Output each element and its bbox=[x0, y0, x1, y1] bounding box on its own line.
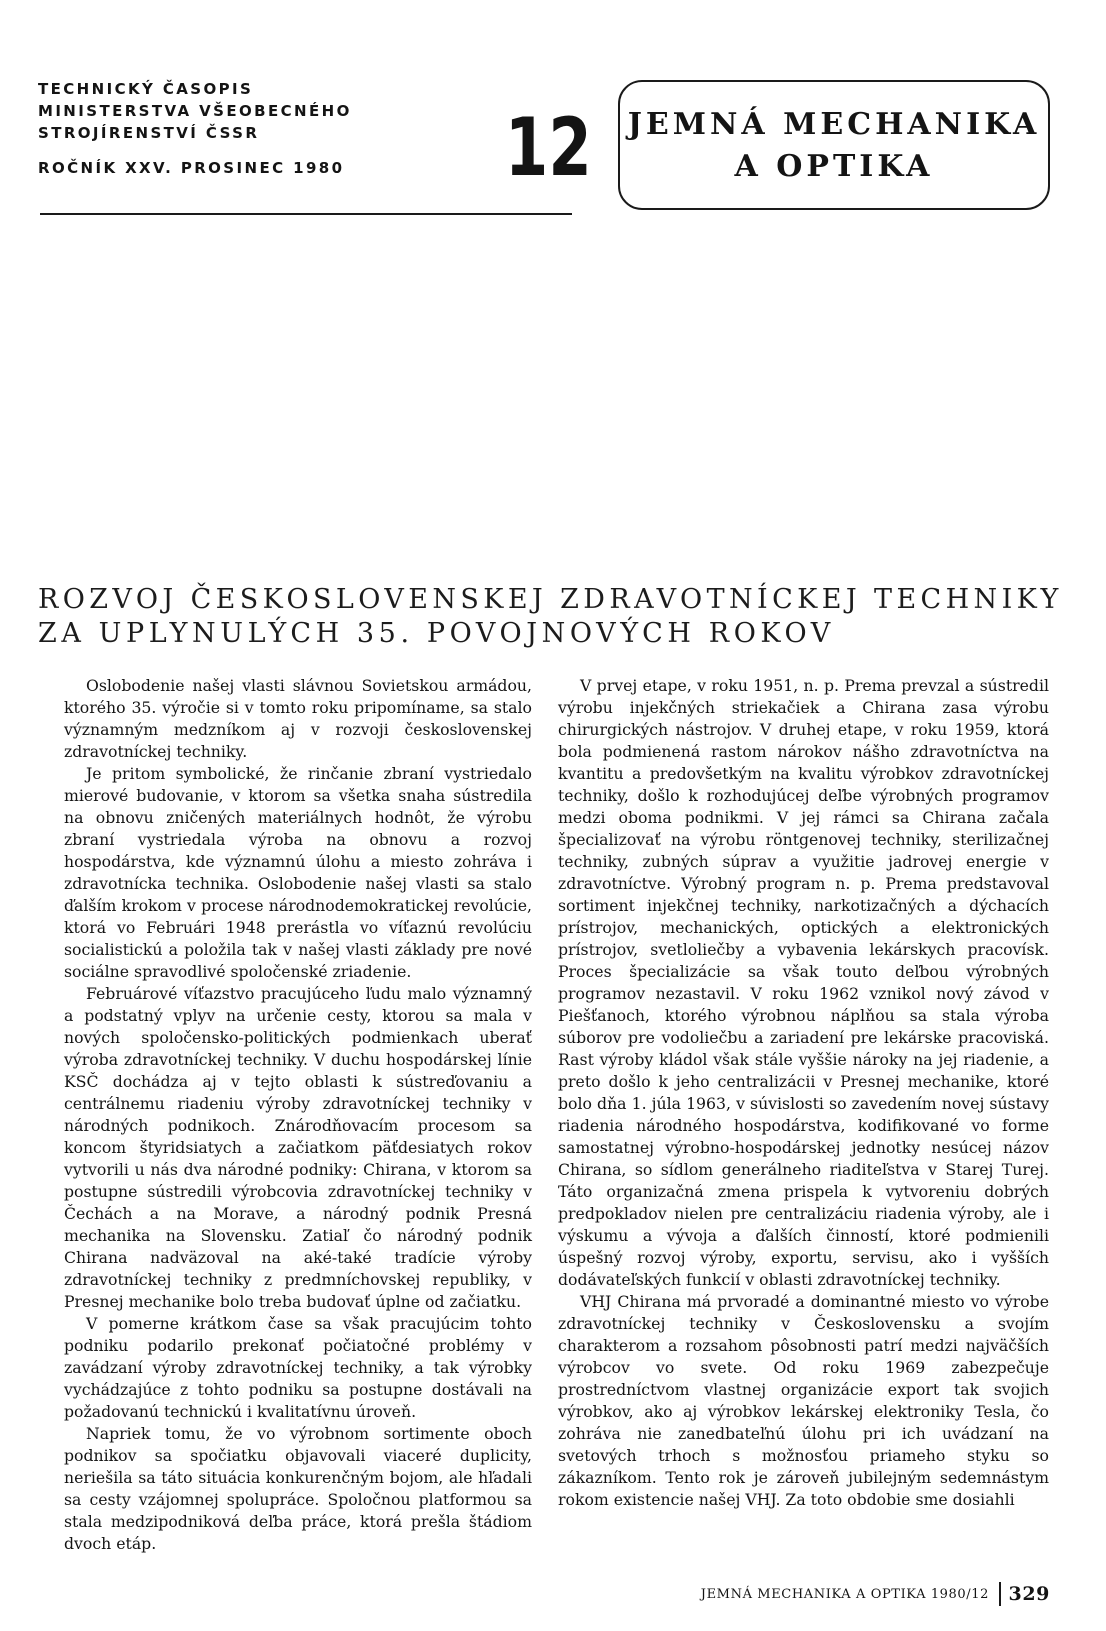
right-column bbox=[558, 675, 1049, 1511]
article-title-line: ZA UPLYNULÝCH 35. POVOJNOVÝCH ROKOV bbox=[38, 618, 835, 649]
masthead-line: MINISTERSTVA VŠEOBECNÉHO bbox=[38, 102, 352, 120]
paragraph: Napriek tomu, že vo výrobnom sortimente oboch podnikov sa spočiatku objavovali viaceré duplicity, neriešila sa táto situácia konkurenčným bojom, ale hľadali sa cesty vzájomnej spolupráce. Spoločnou platformou sa stala medzipodniková deľba práce, ktorá prešla štádiom dvoch etáp. bbox=[64, 1424, 532, 1553]
article-title bbox=[38, 583, 1068, 651]
left-column bbox=[64, 675, 532, 1555]
issue-number: 12 bbox=[504, 101, 592, 194]
header-rule bbox=[40, 213, 572, 215]
footer-divider bbox=[999, 1582, 1001, 1606]
masthead-line: TECHNICKÝ ČASOPIS bbox=[38, 80, 254, 98]
journal-title-box bbox=[618, 80, 1050, 210]
paragraph: Februárové víťazstvo pracujúceho ľudu malo významný a podstatný vplyv na určenie cesty, ktorou sa mala v nových spoločensko-politických podmienkach uberať výroba zdravotníckej techniky. V duchu hospodárskej línie KSČ dochádza aj v tejto oblasti k sústreďovaniu a centrálnemu riadeniu výroby zdravotníckej techniky v národných podnikoch. Znárodňovacím procesom sa koncom štyridsiatych a začiatkom päťdesiatych rokov vytvorili u nás dva národné podniky: Chirana, v ktorom sa postupne sústredili výrobcovia zdravotníckej techniky v Čechách a na Morave, a národný podnik Presná mechanika na Slovensku. Zatiaľ čo národný podnik Chirana nadväzoval na aké-také tradície výroby zdravotníckej techniky z predmníchovskej republiky, v Presnej mechanike bolo treba budovať úplne od začiatku. bbox=[64, 984, 532, 1311]
paragraph: VHJ Chirana má prvoradé a dominantné miesto vo výrobe zdravotníckej techniky v Československu a svojím charakterom a rozsahom pôsobnosti patrí medzi najväčších výrobcov vo svete. Od roku 1969 zabezpečuje prostredníctvom vlastnej organizácie export tak svojich výrobkov, ako aj výrobkov lekárskej elektroniky Tesla, čo zohráva nie zanedbateľnú úlohu pri ich uvádzaní na svetových trhoch s možnosťou priameho styku so zákazníkom. Tento rok je zároveň jubilejným sedemnástym rokom existencie našej VHJ. Za toto obdobie sme dosiahli bbox=[558, 1292, 1049, 1509]
page-footer bbox=[701, 1582, 1050, 1606]
volume-date-line: ROČNÍK XXV. PROSINEC 1980 bbox=[38, 159, 345, 177]
running-title: JEMNÁ MECHANIKA A OPTIKA 1980/12 bbox=[700, 1586, 990, 1602]
journal-title-line: A OPTIKA bbox=[734, 149, 934, 184]
paragraph: Je pritom symbolické, že rinčanie zbraní vystriedalo mierové budovanie, v ktorom sa všetka snaha sústredila na obnovu zničených materiálnych hodnôt, že výrobu zbraní vystriedala výroba na obnovu a rozvoj hospodárstva, kde významnú úlohu a miesto zohráva i zdravotnícka technika. Oslobodenie našej vlasti sa stalo ďalším krokom v procese národnodemokratickej revolúcie, ktorá vo Februári 1948 prerástla vo víťaznú revolúciu socialistickú a položila tak v našej vlasti základy pre nové sociálne spravodlivé spoločenské zriadenie. bbox=[64, 764, 532, 981]
article-title-line: ROZVOJ ČESKOSLOVENSKEJ ZDRAVOTNÍCKEJ TECHNIKY bbox=[38, 584, 1063, 615]
page-number: 329 bbox=[1008, 1583, 1050, 1605]
paragraph: V prvej etape, v roku 1951, n. p. Prema prevzal a sústredil výrobu injekčných striekačiek a Chirana zasa výrobu chirurgických nástrojov. V druhej etape, v roku 1959, ktorá bola podmienená rastom nárokov nášho zdravotníctva na kvantitu a predovšetkým na kvalitu výrobkov zdravotníckej techniky, došlo k rozhodujúcej deľbe výrobných programov medzi oboma podnikmi. V jej rámci sa Chirana začala špecializovať na výrobu röntgenovej techniky, sterilizačnej techniky, zubných súprav a využitie jadrovej energie v zdravotníctve. Výrobný program n. p. Prema predstavoval sortiment injekčnej techniky, narkotizačných a dýchacích prístrojov, mechanických, optických a elektronických prístrojov, svetloliečby a vybavenia lekárskych pracovísk. Proces špecializácie sa však touto deľbou výrobných programov nezastavil. V roku 1962 vznikol nový závod v Piešťanoch, ktorého výrobnou náplňou sa stala výroba súborov pre vodoliečbu a zariadení pre lekárske pracoviská. Rast výroby kládol však stále vyššie nároky na jej riadenie, a preto došlo k jeho centralizácii v Presnej mechanike, ktoré bolo dňa 1. júla 1963, v súvislosti so zavedením novej sústavy riadenia národného hospodárstva, kodifikované vo forme samostatnej výrobno-hospodárskej jednotky nesúcej názov Chirana, so sídlom generálneho riaditeľstva v Starej Turej. Táto organizačná zmena prispela k vytvoreniu dobrých predpokladov nielen pre centralizáciu riadenia výroby, ale i výskumu a vývoja a ďalších činností, ktoré podmienili úspešný rozvoj výroby, exportu, servisu, ako i vyšších dodávateľských funkcií v oblasti zdravotníckej techniky. bbox=[558, 676, 1049, 1289]
paragraph: Oslobodenie našej vlasti slávnou Sovietskou armádou, ktorého 35. výročie si v tomto roku pripomíname, sa stalo významným medzníkom aj v rozvoji československej zdravotníckej techniky. bbox=[64, 676, 532, 761]
journal-title-line: JEMNÁ MECHANIKA bbox=[627, 107, 1041, 142]
masthead-line: STROJÍRENSTVÍ ČSSR bbox=[38, 124, 260, 142]
masthead bbox=[38, 78, 352, 179]
paragraph: V pomerne krátkom čase sa však pracujúcim tohto podniku podarilo prekonať počiatočné problémy v zavádzaní výroby zdravotníckej techniky, a tak výrobky vychádzajúce z tohto podniku sa postupne dostávali na požadovanú technickú i kvalitatívnu úroveň. bbox=[64, 1314, 532, 1421]
